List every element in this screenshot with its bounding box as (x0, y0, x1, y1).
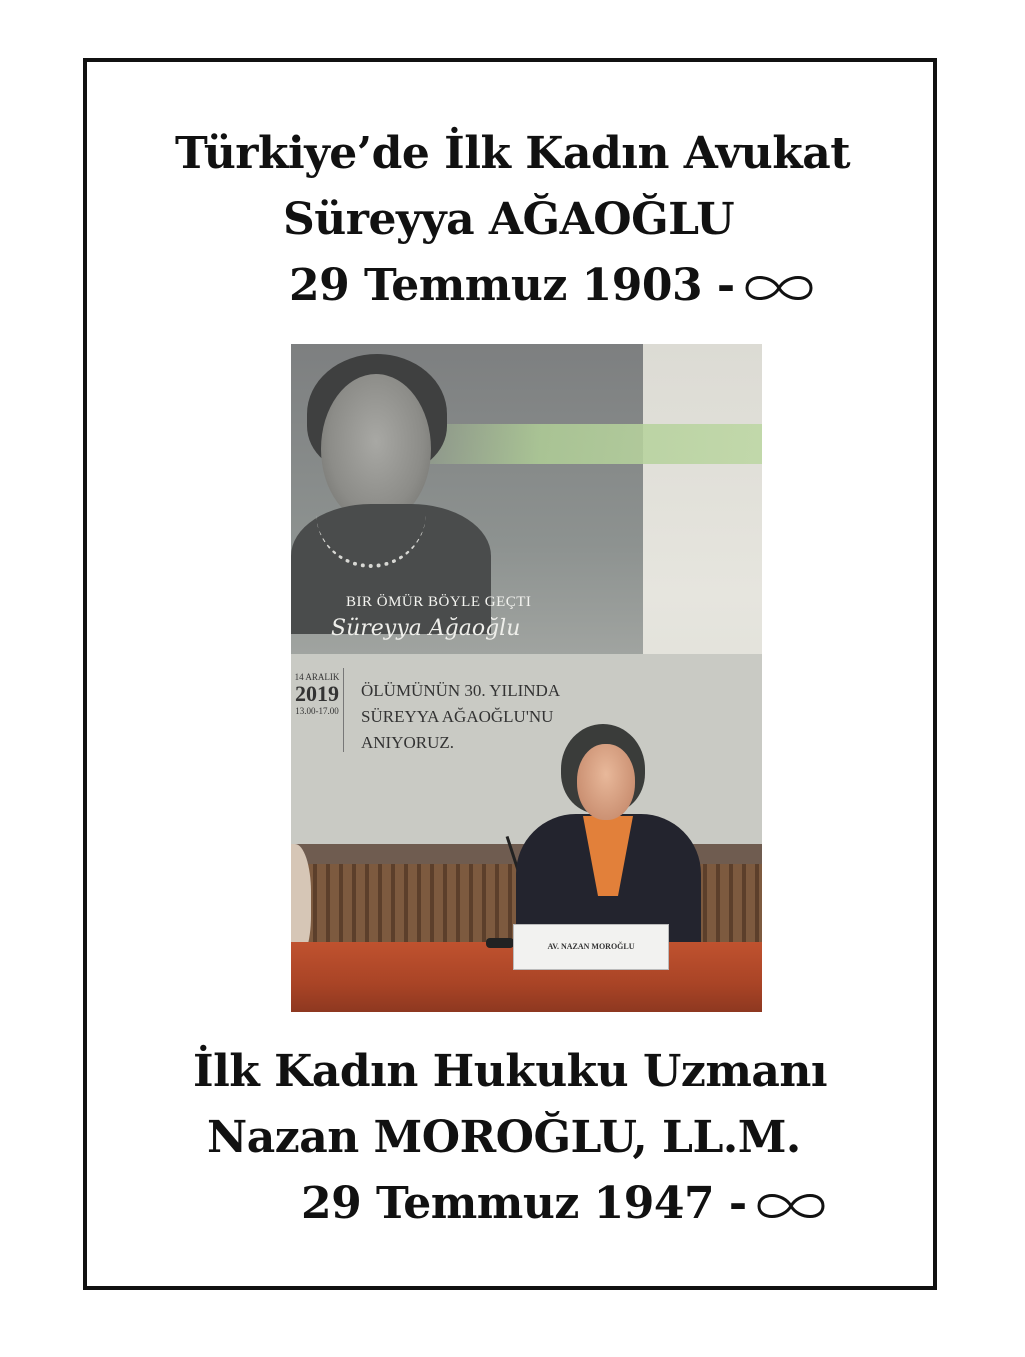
microphone-base (486, 938, 514, 948)
slide-title: BIR ÖMÜR BÖYLE GEÇTI (346, 594, 532, 610)
infinity-icon (753, 1186, 829, 1226)
slide-date-time: 13.00-17.00 (295, 706, 339, 716)
slide-text-line1: ÖLÜMÜNÜN 30. YILINDA (361, 681, 561, 700)
speaker-nameplate: AV. NAZAN MOROĞLU (513, 924, 669, 970)
header-title: Türkiye’de İlk Kadın Avukat (174, 128, 851, 179)
speaker-face (577, 744, 635, 820)
slide-text-line2: SÜREYYA AĞAOĞLU'NU (361, 707, 554, 726)
footer-title: İlk Kadın Hukuku Uzmanı (193, 1046, 828, 1097)
footer-name: Nazan MOROĞLU, LL.M. (207, 1112, 801, 1163)
footer-dates (301, 1178, 829, 1230)
header-name: Süreyya AĞAOĞLU (283, 194, 735, 245)
header-dates (289, 260, 817, 312)
slide-date-box (291, 668, 344, 752)
slide-portrait-face (321, 374, 431, 524)
infinity-icon (741, 268, 817, 308)
slide-date-year: 2019 (295, 681, 339, 706)
slide-date-day: 14 ARALIK (294, 672, 340, 682)
slide-text (361, 678, 560, 756)
footer-date-text: 29 Temmuz 1947 - (301, 1178, 747, 1229)
slide-signature: Süreyya Ağaoğlu (331, 616, 521, 641)
header-date-text: 29 Temmuz 1903 - (289, 260, 735, 311)
event-photo (291, 344, 762, 1012)
slide-text-line3: ANIYORUZ. (361, 733, 455, 752)
